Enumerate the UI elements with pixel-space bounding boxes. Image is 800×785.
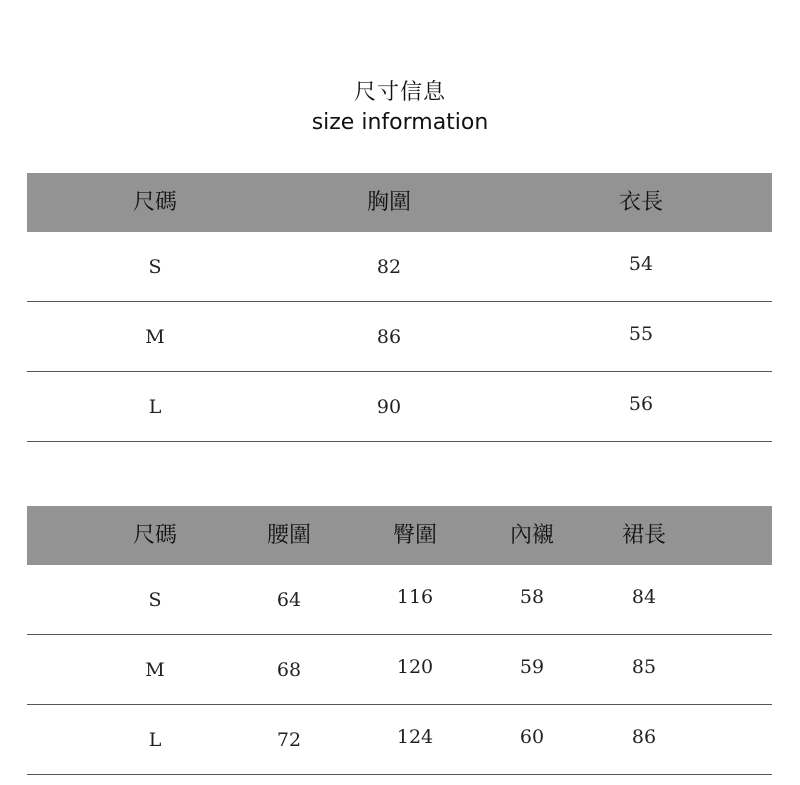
cell-size: L [148, 396, 162, 418]
cell-bust: 90 [376, 396, 402, 418]
title-english: size information [311, 110, 489, 135]
header-hip: 臀圍 [392, 523, 438, 548]
cell-bust: 82 [376, 256, 402, 278]
cell-bust: 86 [376, 326, 402, 348]
cell-skirt-length: 84 [631, 586, 657, 608]
cell-lining: 60 [519, 726, 545, 748]
top-size-table [27, 173, 772, 442]
table-header-row [27, 506, 772, 565]
cell-skirt-length: 85 [631, 656, 657, 678]
header-size: 尺碼 [132, 523, 178, 548]
cell-hip: 116 [396, 586, 434, 608]
cell-size: M [145, 326, 165, 348]
table-row [27, 635, 772, 705]
cell-hip: 124 [396, 726, 434, 748]
cell-length: 55 [628, 323, 654, 345]
cell-size: S [148, 589, 162, 611]
cell-lining: 58 [519, 586, 545, 608]
header-length: 衣長 [618, 190, 664, 215]
header-size: 尺碼 [132, 190, 178, 215]
header-waist: 腰圍 [266, 523, 312, 548]
table-row [27, 705, 772, 775]
cell-hip: 120 [396, 656, 434, 678]
title-block [0, 78, 800, 138]
cell-size: L [148, 729, 162, 751]
cell-waist: 72 [276, 729, 302, 751]
cell-waist: 68 [276, 659, 302, 681]
table-row [27, 372, 772, 442]
cell-length: 54 [628, 253, 654, 275]
bottom-size-table [27, 506, 772, 775]
table-row [27, 302, 772, 372]
header-bust: 胸圍 [366, 190, 412, 215]
header-lining: 內襯 [509, 523, 555, 548]
title-chinese: 尺寸信息 [353, 80, 446, 105]
cell-size: S [148, 256, 162, 278]
cell-waist: 64 [276, 589, 302, 611]
table-row [27, 232, 772, 302]
table-row [27, 565, 772, 635]
cell-size: M [145, 659, 165, 681]
cell-skirt-length: 86 [631, 726, 657, 748]
header-skirt-length: 裙長 [621, 523, 667, 548]
cell-length: 56 [628, 393, 654, 415]
cell-lining: 59 [519, 656, 545, 678]
table-header-row [27, 173, 772, 232]
